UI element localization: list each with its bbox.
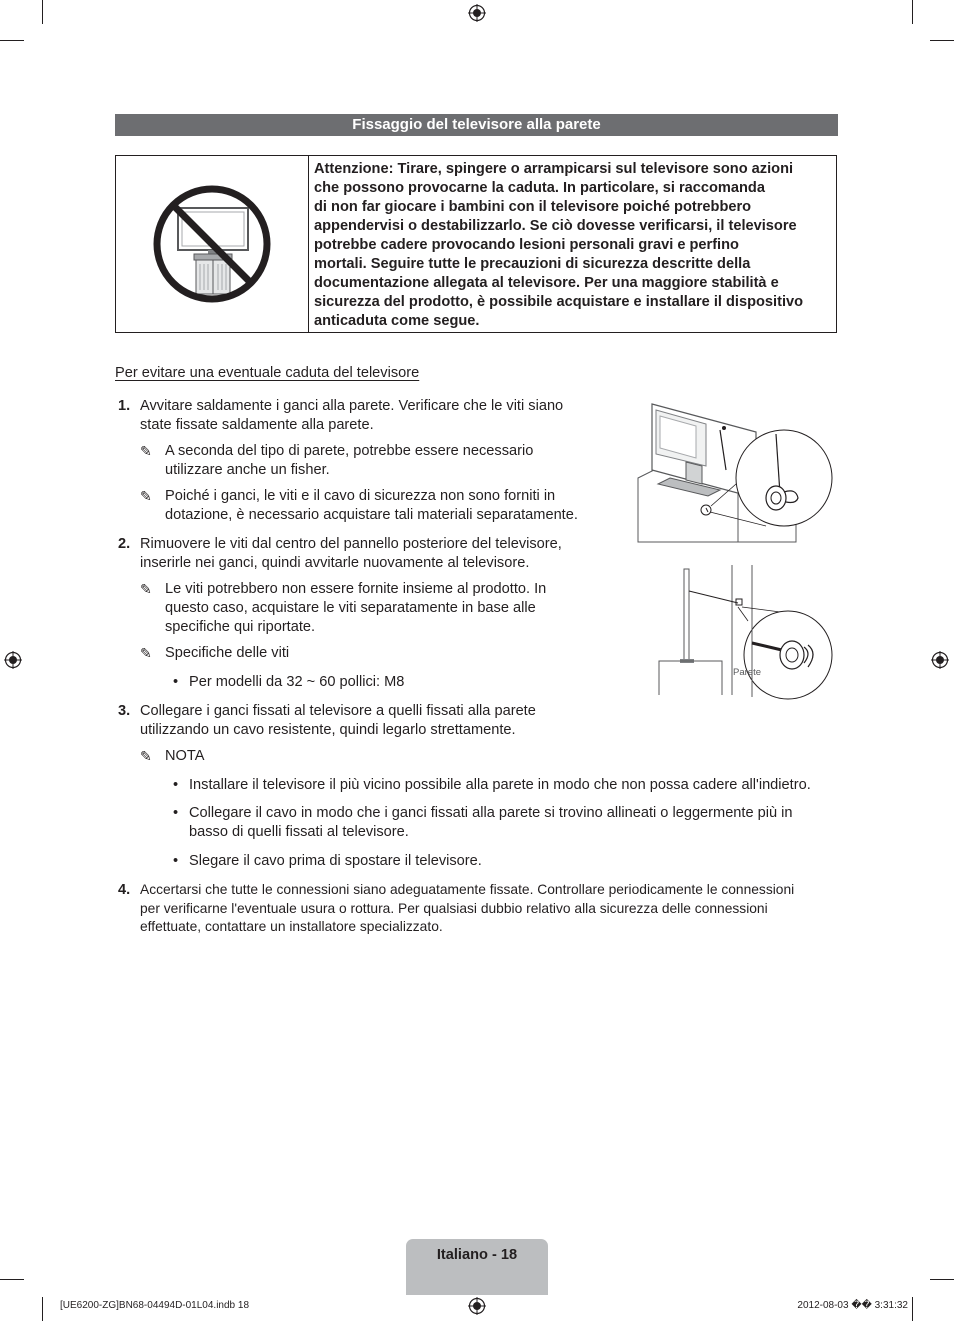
step-number: 2. [118, 536, 131, 552]
step-1-text [140, 397, 563, 435]
crop-mark [930, 1279, 954, 1280]
step-number: 1. [118, 398, 131, 414]
step-2-text [140, 535, 562, 573]
note-icon: ✎ [140, 748, 152, 764]
crop-mark [0, 1279, 24, 1280]
step-line: Collegare i ganci fissati al televisore a quelli fissati alla parete [140, 703, 536, 719]
bullet-text: Installare il televisore il più vicino possibile alla parete in modo che non possa cadere all'indietro. [189, 777, 811, 793]
bullet-char: • [173, 777, 179, 793]
step-number: 3. [118, 703, 131, 719]
registration-mark-icon [931, 651, 949, 669]
page-number: Italiano - 18 [406, 1239, 548, 1295]
bullet-text [189, 804, 793, 842]
footer-timestamp: 2012-08-03 �� 3:31:32 [797, 1300, 908, 1311]
tv-rear-hook-illustration [636, 400, 836, 546]
note-text: Specifiche delle viti [165, 645, 290, 661]
warning-line: documentazione allegata al televisore. Per una maggiore stabilità e [314, 275, 779, 291]
step-3-text [140, 702, 536, 740]
warning-line: mortali. Seguire tutte le precauzioni di sicurezza descritte della [314, 256, 751, 272]
crop-mark [912, 1297, 913, 1321]
warning-line: potrebbe cadere provocando lesioni personali gravi e perfino [314, 237, 739, 253]
subheading: Per evitare una eventuale caduta del televisore [115, 365, 420, 381]
step-line: Avvitare saldamente i ganci alla parete. Verificare che le viti siano [140, 398, 564, 414]
bullet-line: basso di quelli fissati al televisore. [189, 824, 409, 840]
note-line: dotazione, è necessario acquistare tali materiali separatamente. [165, 507, 578, 523]
warning-text [314, 160, 826, 331]
step-line: per verificarne l'eventuale usura o rottura. Per qualsiasi dubbio relativo alla sicurezza delle connessioni [140, 900, 768, 916]
note-line: Le viti potrebbero non essere fornite insieme al prodotto. In [165, 581, 547, 597]
step-line: inserirle nei ganci, quindi avvitarle nuovamente al televisore. [140, 555, 530, 571]
crop-mark [912, 0, 913, 24]
step-number: 4. [118, 882, 131, 898]
crop-mark [42, 1297, 43, 1321]
warning-line: di non far giocare i bambini con il televisore poiché potrebbero [314, 199, 752, 215]
step-line: Accertarsi che tutte le connessioni siano adeguatamente fissate. Controllare periodicamente le connessioni [140, 882, 795, 897]
bullet-line: Collegare il cavo in modo che i ganci fissati alla parete si trovino allineati o leggermente più in [189, 805, 793, 821]
step-line: Rimuovere le viti dal centro del pannello posteriore del televisore, [140, 536, 562, 552]
bullet-char: • [173, 853, 179, 869]
registration-mark-icon [468, 1297, 486, 1315]
warning-divider [308, 156, 309, 332]
note-line: A seconda del tipo di parete, potrebbe essere necessario [165, 443, 534, 459]
note-text [165, 580, 546, 637]
note-icon: ✎ [140, 581, 152, 597]
bullet-text: Per modelli da 32 ~ 60 pollici: M8 [189, 674, 405, 690]
crop-mark [42, 0, 43, 24]
note-icon: ✎ [140, 488, 152, 504]
bullet-char: • [173, 805, 179, 821]
crop-mark [0, 40, 24, 41]
step-line: state fissate saldamente alla parete. [140, 417, 374, 433]
warning-line: Attenzione: Tirare, spingere o arrampicarsi sul televisore sono azioni [314, 161, 794, 177]
note-icon: ✎ [140, 443, 152, 459]
warning-line: sicurezza del prodotto, è possibile acquistare e installare il dispositivo [314, 294, 804, 310]
warning-line: che possono provocarne la caduta. In particolare, si raccomanda [314, 180, 765, 196]
note-line: Poiché i ganci, le viti e il cavo di sicurezza non sono forniti in [165, 488, 556, 504]
note-text [165, 442, 533, 480]
wall-label: Parete [733, 667, 761, 678]
note-label: NOTA [165, 748, 205, 764]
section-title: Fissaggio del televisore alla parete [115, 114, 838, 136]
warning-line: anticaduta come segue. [314, 313, 480, 329]
note-line: specifiche qui riportate. [165, 619, 316, 635]
warning-line: appendervisi o destabilizzarlo. Se ciò dovesse verificarsi, il televisore [314, 218, 797, 234]
registration-mark-icon [468, 4, 486, 22]
step-4-text [140, 881, 794, 937]
note-text [165, 487, 578, 525]
no-tv-on-stand-icon [152, 184, 272, 304]
warning-box [115, 155, 837, 333]
note-icon: ✎ [140, 645, 152, 661]
step-line: effettuate, contattare un installatore specializzato. [140, 919, 443, 934]
note-line: utilizzare anche un fisher. [165, 462, 330, 478]
tv-wall-side-illustration [656, 563, 838, 703]
registration-mark-icon [4, 651, 22, 669]
crop-mark [930, 40, 954, 41]
note-line: questo caso, acquistare le viti separatamente in base alle [165, 600, 536, 616]
step-line: utilizzando un cavo resistente, quindi legarlo strettamente. [140, 722, 516, 738]
bullet-text: Slegare il cavo prima di spostare il televisore. [189, 853, 482, 869]
footer-file-info: [UE6200-ZG]BN68-04494D-01L04.indb 18 [60, 1300, 250, 1311]
bullet-char: • [173, 674, 179, 690]
